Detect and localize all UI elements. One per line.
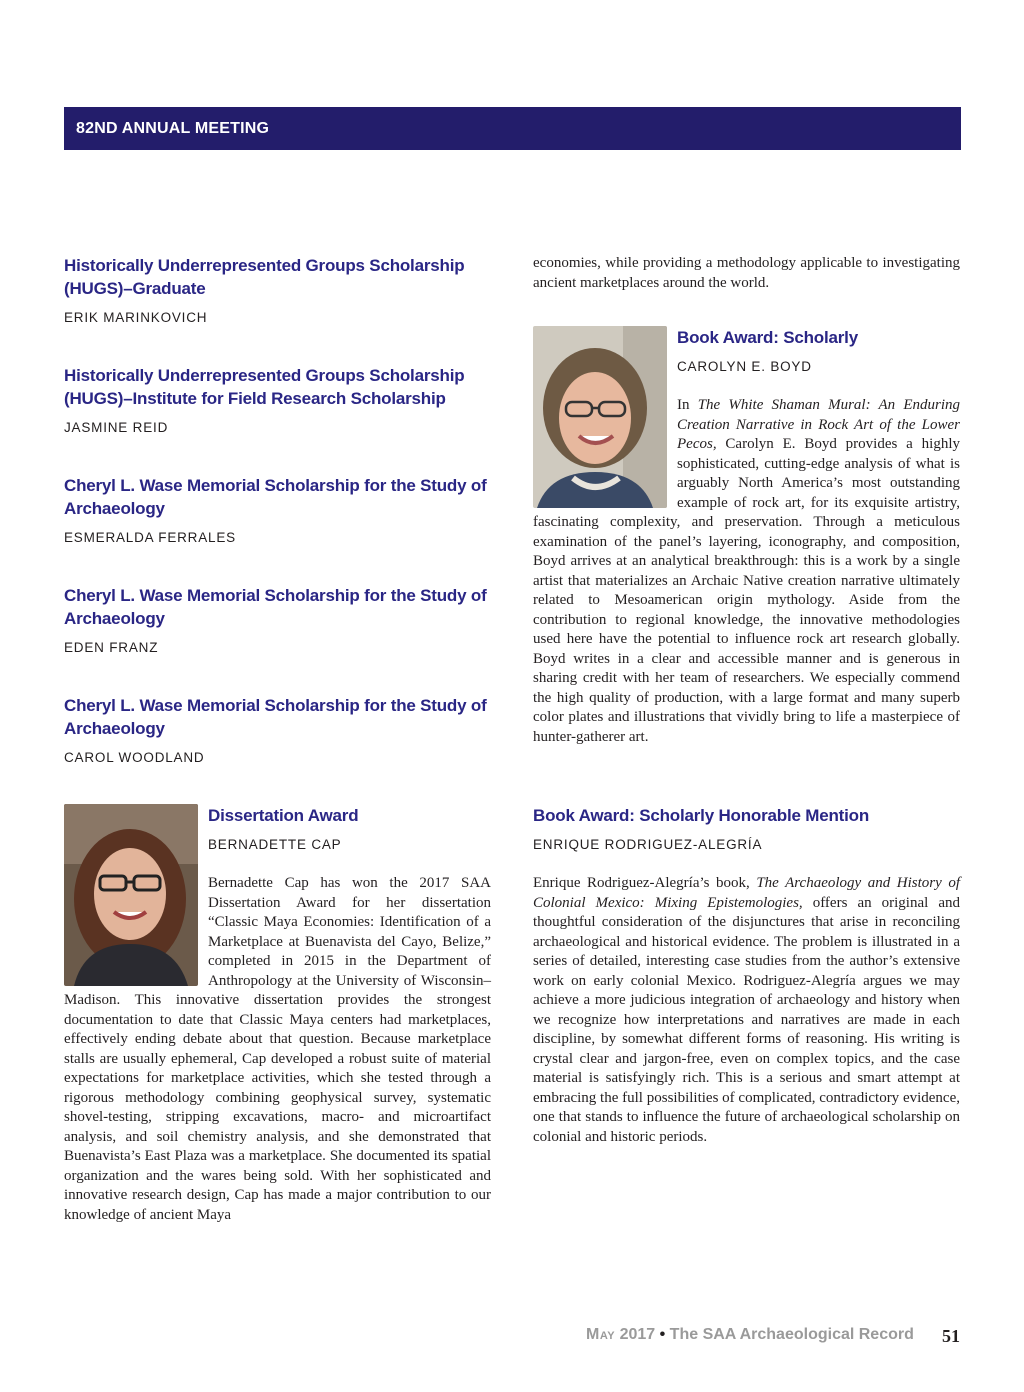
award-title: Historically Underrepresented Groups Scholarship (HUGS)–Graduate [64, 256, 465, 298]
recipient-name: ERIK MARINKOVICH [64, 310, 208, 325]
text-intro: In [677, 397, 698, 413]
recipient-photo [533, 326, 667, 508]
award-title: Historically Underrepresented Groups Scholarship (HUGS)–Institute for Field Research Scholarship [64, 366, 465, 408]
award-description: Bernadette Cap has won the 2017 SAA Dissertation Award for her dissertation “Classic Maya Economies: Identification of a Marketplace at Buenavista del Cayo, Belize,” completed in 2015 in the Department of Anthropology at the University of Wisconsin–Madison. This innovative dissertation provides the strongest documentation to date that Classic Maya centers had marketplaces, effectively ending debate about that question. Because marketplace stalls are usually ephemeral, Cap developed a robust suite of material expectations for marketplace activities, which she tested through a rigorous methodology combining geophysical survey, systematic shovel-testing, stripping excavations, macro- and microartifact analysis, and soil chemistry analysis, and she demonstrated that Buenavista’s East Plaza was a marketplace. She documented its spatial organization and the wares being sold. With her sophisticated and innovative research design, Cap has made a major contribution to our knowledge of ancient Maya [64, 875, 491, 1223]
book-title: The Archaeology and History of Colonial Mexico: Mixing Epistemologies, [533, 875, 960, 911]
scholarship-entry [64, 474, 491, 584]
recipient-name: ENRIQUE RODRIGUEZ-ALEGRÍA [533, 837, 763, 852]
dissertation-award-section [64, 804, 491, 1225]
footer-year: 2017 [619, 1326, 656, 1343]
continuation-text: economies, while providing a methodology applicable to investigating ancient marketplaces around the world. [533, 255, 960, 291]
scholarship-entry [64, 364, 491, 474]
section-banner: 82ND ANNUAL MEETING [64, 107, 961, 150]
text-body: offers an original and thoughtful consideration of the disjunctures that arise in reconciling archaeological and historical evidence. The problem is illustrated in a series of detailed, interesting case studies from the author’s extensive work on early colonial Mexico. Rodriguez-Alegría argues we may achieve a more judicious integration of archaeology and history when we recognize how interpretations and narratives are made in each discipline, by somewhat different forms of reasoning. His writing is crystal clear and jargon-free, even on complex topics, and the case material is satisfyingly rich. This is a serious and smart attempt at embracing the full possibilities of complicated, contradictory evidence, one that stands to influence the future of archaeological scholarship on colonial and historic periods. [533, 894, 960, 1145]
scholarship-entry [64, 254, 491, 364]
text-body: Carolyn E. Boyd provides a highly sophisticated, cutting-edge analysis of what is arguably North America’s most outstanding example of rock art, for its exquisite artistry, fascinating complexity, and preservation. Through a meticulous examination of the panel’s layering, iconography, and composition, Boyd arrives at an analytical breakthrough: this is a work by a single artist that materializes an Archaic Native creation narrative ultimately related to Mesoamerican origin mythology. Aside from the contribution to regional knowledge, the innovative methodologies used here have the potential to influence rock art research globally. Boyd writes in a clear and accessible manner and is generous in sharing credit with her team of researchers. We especially commend the high quality of production, with a large format and many superb color plates and illustrations that vividly bring to life a masterpiece of hunter-gatherer art. [533, 436, 960, 745]
footer-bullet: • [659, 1326, 666, 1343]
award-description [533, 874, 960, 1147]
book-award-scholarly-section [533, 326, 960, 747]
award-title: Cheryl L. Wase Memorial Scholarship for the Study of Archaeology [64, 476, 487, 518]
scholarship-list [64, 254, 491, 804]
recipient-name: CAROLYN E. BOYD [677, 359, 812, 374]
page-number: 51 [942, 1326, 960, 1346]
book-award-honorable-section [533, 804, 960, 1147]
scholarship-entry [64, 694, 491, 804]
footer-journal: The SAA Archaeological Record [669, 1326, 914, 1343]
recipient-photo [64, 804, 198, 986]
scholarship-entry [64, 584, 491, 694]
recipient-name: BERNADETTE CAP [208, 837, 342, 852]
page-footer [586, 1326, 960, 1350]
continuation-text-block [533, 254, 960, 293]
recipient-name: JASMINE REID [64, 420, 169, 435]
award-title: Book Award: Scholarly [677, 328, 858, 347]
award-title: Dissertation Award [208, 806, 359, 825]
book-title: The White Shaman Mural: An Enduring Creation Narrative in Rock Art of the Lower Pecos, [677, 397, 960, 452]
award-title: Cheryl L. Wase Memorial Scholarship for the Study of Archaeology [64, 696, 487, 738]
footer-month: May [586, 1326, 616, 1343]
recipient-name: EDEN FRANZ [64, 640, 159, 655]
recipient-name: ESMERALDA FERRALES [64, 530, 236, 545]
award-title: Book Award: Scholarly Honorable Mention [533, 806, 870, 825]
text-intro: Enrique Rodriguez-Alegría’s book, [533, 875, 757, 891]
award-title: Cheryl L. Wase Memorial Scholarship for the Study of Archaeology [64, 586, 487, 628]
recipient-name: CAROL WOODLAND [64, 750, 205, 765]
